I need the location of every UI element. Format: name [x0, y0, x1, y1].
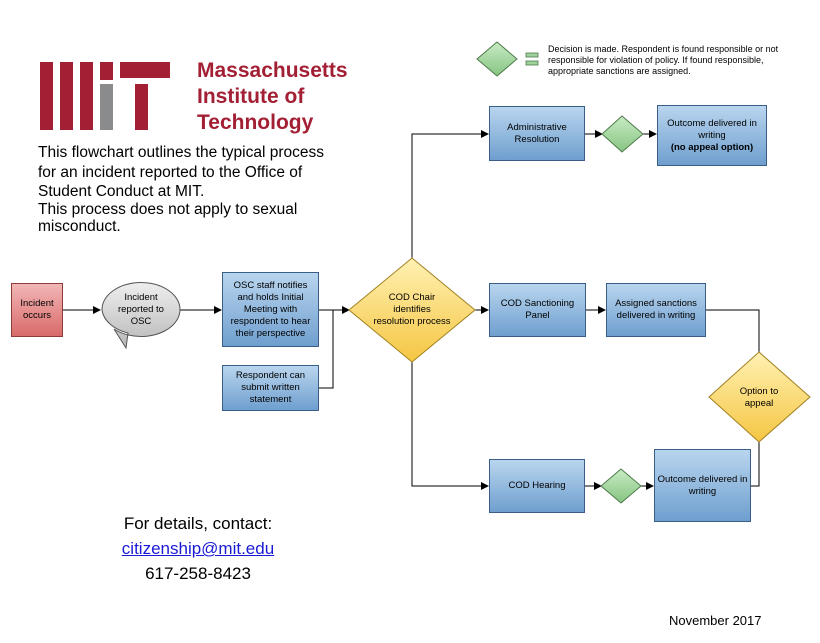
cod-sanctioning-panel-box: COD Sanctioning Panel [489, 283, 586, 337]
administrative-resolution-box: Administrative Resolution [489, 106, 585, 161]
legend-decision-diamond-icon [477, 42, 517, 76]
logo-line-3: Technology [197, 111, 314, 134]
legend-text: Decision is made. Respondent is found responsible or not responsible for violation of policy. If found responsible, appropriate sanctions are assigned. [548, 44, 779, 76]
logo-line-2: Institute of [197, 85, 305, 108]
option-to-appeal-label: Option to appeal [739, 386, 779, 409]
admin-decision-diamond-icon [602, 116, 643, 152]
cod-hearing-box: COD Hearing [489, 459, 585, 513]
intro-line-4: This process does not apply to sexual [38, 201, 298, 218]
outcome-no-appeal-text: Outcome delivered in writing [667, 117, 757, 141]
incident-reported-label: Incident reported to OSC [118, 292, 164, 327]
intro-line-2: for an incident reported to the Office of [38, 164, 303, 181]
hearing-decision-diamond-icon [601, 469, 641, 503]
intro-line-3: Student Conduct at MIT. [38, 183, 205, 200]
incident-occurs-box: Incident occurs [11, 283, 63, 337]
assigned-sanctions-box: Assigned sanctions delivered in writing [606, 283, 706, 337]
contact-heading: For details, contact: [123, 514, 273, 533]
legend-equals-icon [526, 53, 538, 65]
intro-line-1: This flowchart outlines the typical process [38, 144, 325, 161]
no-appeal-option-text: (no appeal option) [670, 141, 754, 153]
contact-email-link[interactable]: citizenship@mit.edu [121, 539, 275, 558]
mit-logo-bars [40, 62, 170, 130]
document-date: November 2017 [669, 613, 762, 628]
written-statement-box: Respondent can submit written statement [222, 365, 319, 411]
outcome-no-appeal-box [657, 105, 767, 166]
contact-phone: 617-258-8423 [145, 564, 251, 583]
intro-line-5: misconduct. [38, 218, 121, 235]
outcome-delivered-box: Outcome delivered in writing [654, 449, 751, 522]
cod-chair-label: COD Chair identifies resolution process [373, 292, 451, 327]
osc-staff-meeting-box: OSC staff notifies and holds Initial Meeting with respondent to hear their perspective [222, 272, 319, 347]
logo-line-1: Massachusetts [197, 59, 348, 82]
